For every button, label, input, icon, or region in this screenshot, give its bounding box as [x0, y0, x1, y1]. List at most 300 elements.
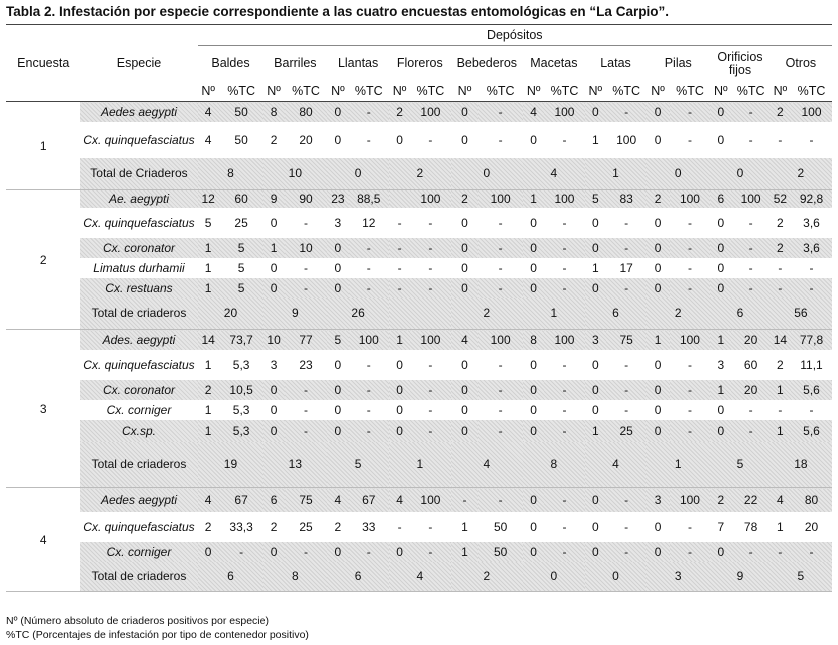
count-cell: 0: [523, 380, 544, 400]
count-cell: 2: [646, 190, 669, 208]
percent-cell: -: [562, 215, 567, 230]
header-container: Barriles: [274, 56, 317, 71]
count-cell: 2: [270, 519, 278, 534]
species-cell: Cx. quinquefasciatus: [83, 215, 195, 230]
count-cell: 5: [327, 330, 348, 350]
header-no: Nº: [588, 84, 603, 99]
total-label: Total de criaderos: [80, 298, 197, 330]
table-row: [6, 380, 832, 400]
percent-cell: -: [428, 357, 433, 372]
percent-cell: -: [498, 215, 503, 230]
header-no: Nº: [457, 84, 472, 99]
count-cell: 2: [451, 190, 479, 208]
count-cell: 0: [396, 132, 403, 147]
count-cell: 0: [334, 260, 342, 275]
total-cell: 5: [770, 562, 832, 592]
count-cell: 0: [451, 380, 479, 400]
count-cell: 4: [451, 330, 479, 350]
percent-cell: -: [687, 215, 692, 230]
percent-cell: 100: [731, 190, 769, 208]
species-cell: Cx. coronator: [80, 380, 197, 400]
percent-cell: -: [670, 238, 710, 258]
percent-cell: -: [731, 102, 769, 122]
table-row: [6, 400, 832, 420]
percent-cell: -: [544, 278, 584, 298]
count-cell: 0: [270, 215, 278, 230]
table-row: [6, 278, 832, 298]
count-cell: 6: [710, 190, 731, 208]
species-cell: Cx. coronator: [80, 238, 197, 258]
percent-cell: -: [748, 402, 753, 417]
percent-cell: -: [285, 380, 328, 400]
count-cell: 2: [777, 357, 784, 372]
species-cell: Cx. corniger: [106, 402, 172, 417]
species-cell: Cx. corniger: [80, 542, 197, 562]
percent-cell: 67: [219, 488, 264, 512]
count-cell: 0: [461, 215, 468, 230]
percent-cell: -: [748, 260, 753, 275]
count-cell: 1: [646, 330, 669, 350]
total-cell: 2: [451, 562, 523, 592]
percent-cell: 5,6: [791, 420, 832, 442]
total-cell: 1: [523, 298, 585, 330]
header-tc: %TC: [416, 84, 445, 99]
percent-cell: 100: [410, 330, 450, 350]
percent-cell: 11,1: [800, 357, 823, 372]
percent-cell: 100: [670, 488, 710, 512]
percent-cell: -: [562, 132, 567, 147]
header-especie: Especie: [80, 25, 197, 102]
species-cell: Cx.sp.: [80, 420, 197, 442]
count-cell: 0: [717, 402, 725, 417]
percent-cell: 5,6: [791, 380, 832, 400]
count-cell: 0: [654, 357, 662, 372]
note-no: Nº (Número absoluto de criaderos positivos por especie): [6, 615, 269, 627]
percent-cell: 5,3: [232, 402, 250, 417]
percent-cell: -: [731, 420, 769, 442]
percent-cell: 12: [362, 215, 376, 230]
count-cell: 3: [585, 330, 606, 350]
count-cell: 0: [263, 542, 284, 562]
percent-cell: -: [478, 420, 523, 442]
total-cell: 20: [198, 298, 264, 330]
percent-cell: 60: [743, 357, 758, 372]
count-cell: 0: [396, 402, 403, 417]
percent-cell: -: [349, 102, 389, 122]
count-cell: 0: [389, 542, 410, 562]
note-tc: %TC (Porcentajes de infestación por tipo de contenedor positivo): [6, 629, 309, 641]
total-cell: 9: [263, 298, 327, 330]
percent-cell: -: [687, 402, 692, 417]
count-cell: 0: [263, 420, 284, 442]
table-title: Tabla 2. Infestación por especie correspondiente a las cuatro encuestas entomológicas en “La Carpio”.: [6, 4, 669, 19]
header-container: Macetas: [530, 56, 578, 71]
table-row: [6, 208, 832, 238]
survey-number: 3: [6, 330, 80, 488]
percent-cell: 17: [619, 260, 633, 275]
percent-cell: 100: [478, 190, 523, 208]
total-cell: 5: [327, 442, 389, 488]
total-cell: 2: [451, 298, 523, 330]
table-row: [6, 420, 832, 442]
total-cell: 18: [770, 442, 832, 488]
count-cell: 0: [646, 542, 669, 562]
percent-cell: 23: [299, 357, 313, 372]
count-cell: 0: [389, 380, 410, 400]
table-row: [6, 122, 832, 158]
header-container: Otros: [785, 56, 817, 71]
percent-cell: -: [670, 542, 710, 562]
count-cell: 0: [585, 380, 606, 400]
percent-cell: 100: [791, 102, 832, 122]
header-no: Nº: [773, 84, 788, 99]
header-container: Orificios fijos: [717, 49, 763, 77]
percent-cell: -: [670, 420, 710, 442]
count-cell: 4: [198, 488, 219, 512]
total-cell: 1: [646, 442, 710, 488]
count-cell: 1: [263, 238, 284, 258]
total-cell: 9: [710, 562, 770, 592]
species-cell: Cx. quinquefasciatus: [83, 357, 195, 372]
percent-cell: 50: [234, 132, 248, 147]
count-cell: 3: [270, 357, 278, 372]
species-cell: Aedes aegypti: [80, 488, 197, 512]
count-cell: 0: [263, 380, 284, 400]
percent-cell: -: [670, 380, 710, 400]
count-cell: 0: [523, 420, 544, 442]
species-cell: Cx. quinquefasciatus: [83, 519, 195, 534]
percent-cell: 50: [219, 102, 264, 122]
table-row: [6, 542, 832, 562]
species-cell: Aedes aegypti: [80, 102, 197, 122]
count-cell: 0: [717, 132, 725, 147]
count-cell: -: [397, 215, 402, 230]
total-cell: 19: [198, 442, 264, 488]
count-cell: 23: [327, 190, 348, 208]
count-cell: 0: [327, 380, 348, 400]
header-container: Llantas: [337, 56, 379, 71]
count-cell: 0: [523, 238, 544, 258]
percent-cell: 67: [349, 488, 389, 512]
count-cell: 0: [591, 402, 599, 417]
count-cell: 2: [204, 519, 212, 534]
percent-cell: -: [478, 102, 523, 122]
percent-cell: -: [498, 357, 503, 372]
percent-cell: -: [478, 380, 523, 400]
percent-cell: -: [606, 278, 646, 298]
percent-cell: -: [410, 278, 450, 298]
header-no: Nº: [392, 84, 407, 99]
percent-cell: -: [303, 402, 308, 417]
total-cell: 3: [646, 562, 710, 592]
percent-cell: -: [544, 420, 584, 442]
survey-number: 1: [6, 102, 80, 190]
count-cell: 0: [327, 102, 348, 122]
percent-cell: -: [478, 238, 523, 258]
percent-cell: 20: [731, 330, 769, 350]
percent-cell: -: [562, 519, 567, 534]
count-cell: -: [778, 260, 783, 275]
percent-cell: -: [428, 215, 433, 230]
count-cell: 0: [585, 488, 606, 512]
count-cell: 0: [389, 420, 410, 442]
count-cell: 5: [585, 190, 606, 208]
total-cell: 0: [585, 562, 647, 592]
percent-cell: -: [809, 260, 814, 275]
table-row: [6, 488, 832, 512]
percent-cell: -: [687, 519, 692, 534]
total-cell: 0: [523, 562, 585, 592]
percent-cell: 73,7: [219, 330, 264, 350]
percent-cell: 100: [544, 190, 584, 208]
count-cell: 0: [451, 420, 479, 442]
count-cell: 1: [770, 420, 791, 442]
percent-cell: 100: [616, 132, 637, 147]
total-cell: 1: [585, 158, 647, 190]
table-row: [6, 330, 832, 350]
percent-cell: 20: [731, 380, 769, 400]
count-cell: 4: [770, 488, 791, 512]
percent-cell: -: [428, 260, 433, 275]
count-cell: -: [778, 402, 783, 417]
header-encuesta: Encuesta: [6, 25, 80, 102]
percent-cell: 77,8: [791, 330, 832, 350]
percent-cell: 75: [285, 488, 328, 512]
count-cell: 0: [530, 519, 537, 534]
total-label: Total de Criaderos: [80, 158, 197, 190]
total-cell: 56: [770, 298, 832, 330]
percent-cell: -: [349, 278, 389, 298]
count-cell: 0: [654, 402, 662, 417]
header-no: Nº: [526, 84, 541, 99]
percent-cell: 77: [285, 330, 328, 350]
percent-cell: -: [731, 542, 769, 562]
percent-cell: -: [349, 380, 389, 400]
count-cell: 1: [198, 278, 219, 298]
header-tc: %TC: [612, 84, 641, 99]
percent-cell: 5,3: [232, 357, 250, 372]
count-cell: 0: [654, 132, 662, 147]
header-tc: %TC: [292, 84, 320, 99]
header-tc: %TC: [354, 84, 383, 99]
total-label: Total de criaderos: [80, 442, 197, 488]
count-cell: 0: [270, 402, 278, 417]
count-cell: 8: [263, 102, 284, 122]
total-cell: 2: [646, 298, 710, 330]
percent-cell: -: [606, 238, 646, 258]
count-cell: 0: [451, 278, 479, 298]
percent-cell: 80: [285, 102, 328, 122]
count-cell: 1: [389, 330, 410, 350]
count-cell: 0: [198, 542, 219, 562]
count-cell: 2: [710, 488, 731, 512]
percent-cell: -: [731, 278, 769, 298]
count-cell: -: [770, 278, 791, 298]
count-cell: 4: [389, 488, 410, 512]
percent-cell: -: [748, 215, 753, 230]
percent-cell: -: [791, 278, 832, 298]
total-row: [6, 442, 832, 488]
percent-cell: 100: [544, 330, 584, 350]
count-cell: 0: [530, 132, 537, 147]
percent-cell: 5,3: [219, 420, 264, 442]
count-cell: 0: [523, 488, 544, 512]
count-cell: 1: [204, 402, 212, 417]
percent-cell: -: [687, 132, 692, 147]
count-cell: 4: [523, 102, 544, 122]
percent-cell: 80: [791, 488, 832, 512]
percent-cell: 3,6: [803, 215, 820, 230]
count-cell: 1: [461, 519, 468, 534]
percent-cell: -: [562, 260, 567, 275]
table-row: [6, 238, 832, 258]
total-cell: 0: [451, 158, 523, 190]
header-container: Baldes: [211, 56, 250, 71]
count-cell: 0: [710, 420, 731, 442]
total-row: [6, 158, 832, 190]
count-cell: 8: [523, 330, 544, 350]
count-cell: 1: [198, 238, 219, 258]
header-no: Nº: [714, 84, 728, 99]
count-cell: 0: [585, 542, 606, 562]
percent-cell: 100: [410, 190, 450, 208]
percent-cell: 100: [349, 330, 389, 350]
percent-cell: -: [498, 132, 503, 147]
percent-cell: -: [478, 488, 523, 512]
percent-cell: 60: [219, 190, 264, 208]
percent-cell: -: [748, 132, 753, 147]
header-tc: %TC: [797, 84, 826, 99]
percent-cell: 100: [670, 190, 710, 208]
total-row: [6, 562, 832, 592]
percent-cell: 100: [478, 330, 523, 350]
count-cell: 0: [710, 238, 731, 258]
count-cell: 4: [198, 102, 219, 122]
percent-cell: -: [624, 215, 629, 230]
count-cell: 0: [334, 402, 342, 417]
percent-cell: 25: [234, 215, 248, 230]
percent-cell: -: [219, 542, 264, 562]
percent-cell: -: [606, 102, 646, 122]
count-cell: 0: [710, 542, 731, 562]
total-cell: 0: [646, 158, 710, 190]
percent-cell: -: [624, 519, 629, 534]
percent-cell: -: [544, 542, 584, 562]
count-cell: 12: [198, 190, 219, 208]
percent-cell: -: [366, 260, 371, 275]
percent-cell: 90: [285, 190, 328, 208]
total-cell: 1: [389, 442, 451, 488]
percent-cell: -: [544, 238, 584, 258]
percent-cell: -: [303, 260, 308, 275]
percent-cell: -: [624, 357, 629, 372]
count-cell: 14: [198, 330, 219, 350]
percent-cell: 78: [743, 519, 758, 534]
count-cell: 0: [717, 260, 725, 275]
percent-cell: -: [670, 278, 710, 298]
header-container: Pilas: [664, 56, 692, 71]
percent-cell: -: [410, 380, 450, 400]
count-cell: 0: [654, 260, 662, 275]
count-cell: 0: [591, 215, 599, 230]
total-cell: 2: [389, 158, 451, 190]
count-cell: -: [397, 260, 402, 275]
count-cell: 10: [263, 330, 284, 350]
count-cell: 1: [204, 260, 212, 275]
percent-cell: 22: [731, 488, 769, 512]
percent-cell: -: [544, 380, 584, 400]
count-cell: 2: [389, 102, 410, 122]
percent-cell: -: [809, 132, 814, 147]
percent-cell: -: [410, 238, 450, 258]
header-tc: %TC: [736, 84, 765, 99]
count-cell: 0: [591, 357, 599, 372]
percent-cell: -: [303, 215, 308, 230]
percent-cell: -: [428, 402, 433, 417]
total-cell: 13: [263, 442, 327, 488]
percent-cell: 10: [285, 238, 328, 258]
count-cell: 1: [451, 542, 479, 562]
count-cell: 0: [530, 215, 537, 230]
percent-cell: 20: [804, 519, 819, 534]
count-cell: 4: [327, 488, 348, 512]
percent-cell: 3,6: [791, 238, 832, 258]
count-cell: 0: [654, 215, 662, 230]
header-no: Nº: [331, 84, 345, 99]
header-tc: %TC: [227, 84, 255, 99]
count-cell: 2: [270, 132, 278, 147]
count-cell: 0: [591, 519, 599, 534]
total-cell: 2: [770, 158, 832, 190]
count-cell: 1: [204, 357, 212, 372]
total-cell: [389, 298, 451, 330]
count-cell: 0: [646, 238, 669, 258]
percent-cell: -: [478, 278, 523, 298]
percent-cell: -: [285, 278, 328, 298]
count-cell: 0: [585, 102, 606, 122]
count-cell: 2: [770, 102, 791, 122]
total-cell: 4: [585, 442, 647, 488]
count-cell: 1: [777, 519, 784, 534]
percent-cell: -: [606, 542, 646, 562]
percent-cell: 100: [670, 330, 710, 350]
count-cell: 9: [263, 190, 284, 208]
table-row: [6, 258, 832, 278]
percent-cell: 33,3: [229, 519, 253, 534]
count-cell: 2: [334, 519, 342, 534]
count-cell: 0: [461, 402, 468, 417]
count-cell: 0: [461, 132, 468, 147]
percent-cell: 5: [219, 238, 264, 258]
count-cell: 4: [204, 132, 212, 147]
count-cell: 14: [770, 330, 791, 350]
percent-cell: -: [498, 402, 503, 417]
count-cell: 1: [710, 380, 731, 400]
count-cell: 0: [654, 519, 662, 534]
total-cell: 4: [451, 442, 523, 488]
table-row: [6, 190, 832, 208]
count-cell: 0: [646, 380, 669, 400]
count-cell: 0: [530, 357, 537, 372]
total-cell: 26: [327, 298, 389, 330]
count-cell: 1: [591, 260, 599, 275]
count-cell: 0: [461, 357, 468, 372]
survey-number: 4: [6, 488, 80, 592]
count-cell: 0: [334, 357, 342, 372]
species-cell: Ades. aegypti: [80, 330, 197, 350]
percent-cell: 33: [362, 519, 376, 534]
count-cell: 0: [585, 238, 606, 258]
